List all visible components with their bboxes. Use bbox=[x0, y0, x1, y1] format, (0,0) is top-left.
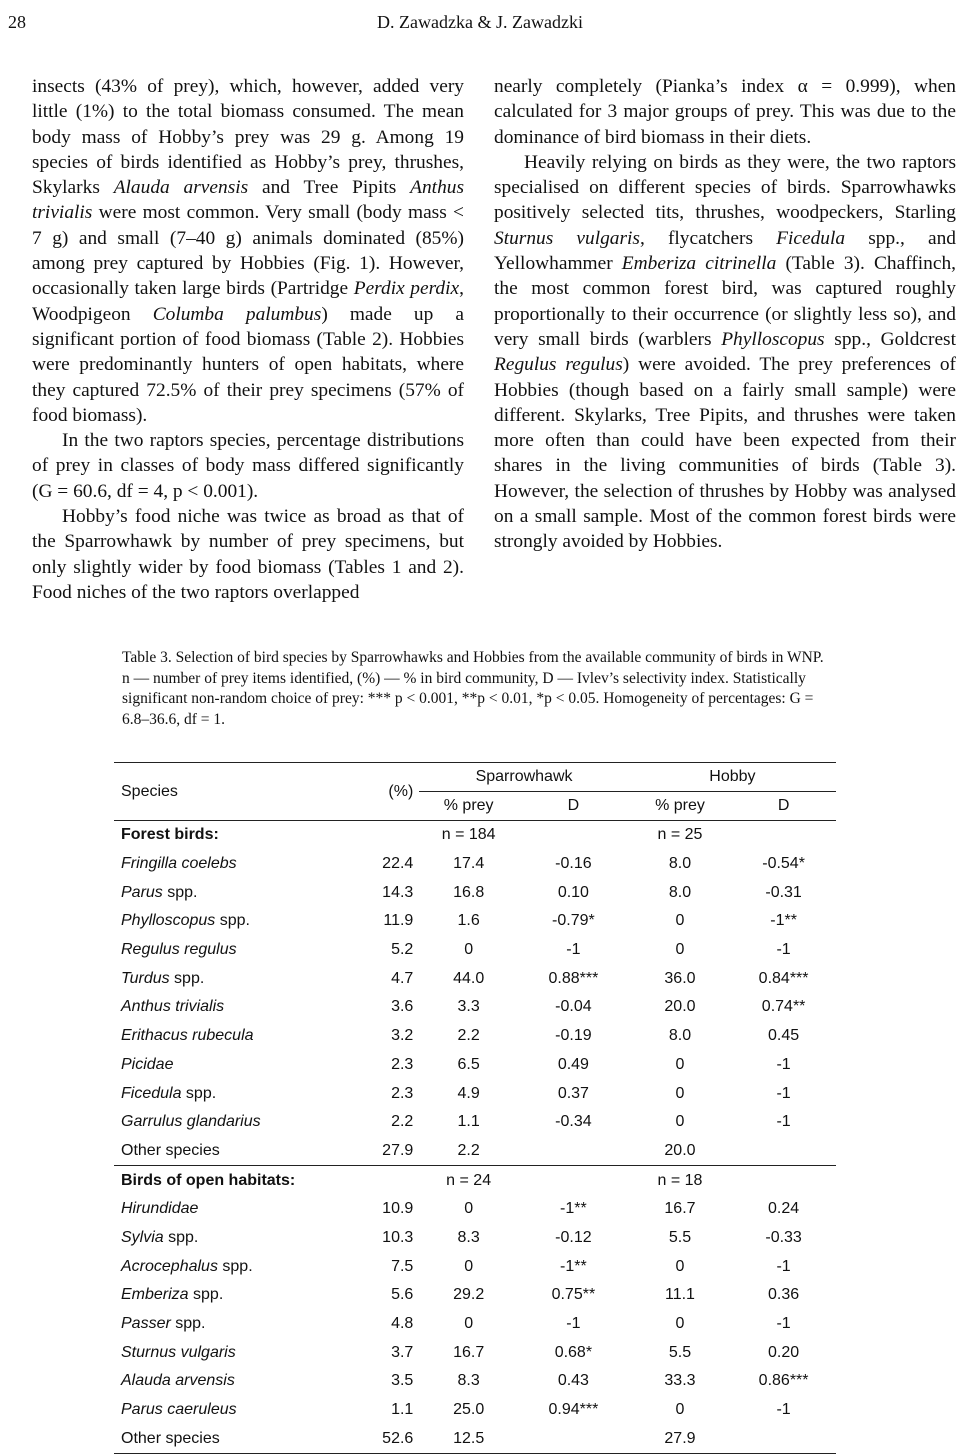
species-cell bbox=[114, 1022, 329, 1051]
hobby-d: 0.20 bbox=[768, 1343, 800, 1361]
hobby-prey: 8.0 bbox=[668, 1027, 692, 1045]
table-row bbox=[114, 1396, 836, 1425]
hobby-prey: 5.5 bbox=[668, 1343, 692, 1361]
community-pct: 5.6 bbox=[391, 1286, 414, 1304]
hobby-prey: 0 bbox=[675, 1055, 685, 1073]
table-row bbox=[114, 1338, 836, 1367]
sparrowhawk-prey: 16.7 bbox=[453, 1343, 485, 1361]
sparrowhawk-d: 0.94*** bbox=[548, 1401, 599, 1419]
sparrowhawk-d: -1** bbox=[560, 1200, 587, 1218]
species-latin-name: Turdus bbox=[121, 969, 170, 987]
sparrowhawk-d: 0.10 bbox=[557, 883, 589, 901]
species-suffix: spp. bbox=[181, 1084, 217, 1102]
section-d-empty bbox=[518, 1166, 629, 1195]
species-suffix: spp. bbox=[169, 969, 205, 987]
community-pct: 52.6 bbox=[329, 1424, 420, 1453]
hobby-prey: 5.5 bbox=[668, 1228, 692, 1246]
header-hobby: Hobby bbox=[629, 763, 836, 792]
species-cell bbox=[114, 1338, 329, 1367]
hobby-d: 0.84*** bbox=[758, 969, 809, 987]
sparrowhawk-prey: 4.9 bbox=[457, 1084, 480, 1102]
sparrowhawk-d: -0.19 bbox=[555, 1027, 592, 1045]
community-pct: 14.3 bbox=[382, 883, 414, 901]
sparrowhawk-prey: 3.3 bbox=[457, 998, 480, 1016]
text-run: insects (43% of prey), which, however, added very little (1%) to the total biomass consumed. The mean body mass of Hobby’s prey was 29 g. Among 19 species of birds identified as Hobby’s prey, thrushes, Skylarks bbox=[32, 76, 464, 199]
species-latin-name: Sylvia bbox=[121, 1228, 164, 1246]
hobby-prey: 20.0 bbox=[664, 998, 696, 1016]
table-row bbox=[114, 993, 836, 1022]
sparrowhawk-d: -0.16 bbox=[555, 855, 592, 873]
species-latin-name: Hirundidae bbox=[121, 1200, 199, 1218]
sparrowhawk-d: -0.04 bbox=[555, 998, 592, 1016]
hobby-d: -0.33 bbox=[765, 1228, 802, 1246]
text-run: , Woodpigeon bbox=[32, 278, 464, 325]
page-header bbox=[8, 8, 952, 38]
table-row bbox=[114, 1424, 836, 1453]
species-cell bbox=[114, 1137, 329, 1166]
sparrowhawk-d: -0.12 bbox=[555, 1228, 592, 1246]
text-run: (Table 3). Chaffinch, the most common forest bird, was captured roughly proportionally to their occurrence (or slightly less so), and very small birds (warblers bbox=[494, 253, 956, 350]
species-name: Alauda arvensis bbox=[113, 177, 249, 199]
hobby-d: -1 bbox=[776, 1401, 791, 1419]
sparrowhawk-d: -0.34 bbox=[555, 1113, 592, 1131]
species-name: Perdix perdix bbox=[353, 278, 460, 300]
species-cell bbox=[114, 1079, 329, 1108]
hobby-prey: 36.0 bbox=[664, 969, 696, 987]
hobby-prey: 0 bbox=[675, 1113, 685, 1131]
table-row bbox=[114, 1108, 836, 1137]
text-run: , flycatchers bbox=[639, 227, 777, 249]
section-header-row bbox=[114, 821, 836, 850]
sparrowhawk-d: 0.88*** bbox=[548, 969, 599, 987]
hobby-d: -1 bbox=[776, 941, 791, 959]
species-latin-name: Regulus regulus bbox=[121, 941, 237, 959]
species-name: Phylloscopus bbox=[721, 328, 825, 350]
hobby-prey: 16.7 bbox=[664, 1200, 696, 1218]
hobby-d: 0.74** bbox=[761, 998, 806, 1016]
community-pct: 1.1 bbox=[391, 1401, 414, 1419]
sparrowhawk-d: -1 bbox=[566, 1315, 581, 1333]
table-row bbox=[114, 907, 836, 936]
community-pct: 7.5 bbox=[391, 1257, 414, 1275]
community-pct: 10.3 bbox=[382, 1228, 414, 1246]
community-pct: 4.7 bbox=[391, 969, 414, 987]
sparrowhawk-prey: 25.0 bbox=[453, 1401, 485, 1419]
hobby-prey: 0 bbox=[675, 941, 685, 959]
hobby-prey: 8.0 bbox=[668, 883, 692, 901]
community-pct: 3.2 bbox=[391, 1027, 414, 1045]
species-latin-name: Garrulus glandarius bbox=[121, 1113, 261, 1131]
hobby-d: 0.24 bbox=[768, 1200, 800, 1218]
species-latin-name: Emberiza bbox=[121, 1286, 189, 1304]
sparrowhawk-d: -1 bbox=[566, 941, 581, 959]
hobby-prey: 0 bbox=[675, 1315, 685, 1333]
table-3 bbox=[114, 762, 836, 1454]
species-latin-name: Sturnus vulgaris bbox=[121, 1343, 236, 1361]
species-latin-name: Picidae bbox=[121, 1055, 174, 1073]
sparrowhawk-prey: 29.2 bbox=[453, 1286, 485, 1304]
hobby-d bbox=[731, 1424, 836, 1453]
header-species: Species bbox=[121, 782, 178, 800]
header-sparrow-prey: % prey bbox=[443, 797, 494, 814]
sparrowhawk-prey: 2.2 bbox=[457, 1141, 480, 1159]
species-cell bbox=[114, 1396, 329, 1425]
species-latin-name: Passer bbox=[121, 1315, 171, 1333]
community-pct: 27.9 bbox=[382, 1141, 414, 1159]
table-row bbox=[114, 1137, 836, 1166]
species-cell bbox=[114, 993, 329, 1022]
hobby-prey: 0 bbox=[675, 912, 685, 930]
sparrowhawk-d: -1** bbox=[560, 1257, 587, 1275]
selection-table bbox=[114, 762, 836, 1454]
table-row bbox=[114, 1079, 836, 1108]
hobby-d: -1 bbox=[776, 1084, 791, 1102]
text-run: ) made up a significant portion of food biomass (Table 2). Hobbies were predominantly hunters of open habitats, where they captured 72.5% of their prey specimens (57% of food biomass). bbox=[32, 303, 464, 426]
species-cell bbox=[114, 878, 329, 907]
sparrowhawk-prey: 0 bbox=[464, 1200, 474, 1218]
community-pct: 3.6 bbox=[391, 998, 414, 1016]
species-latin-name: Phylloscopus bbox=[121, 912, 216, 930]
hobby-prey: 8.0 bbox=[668, 855, 692, 873]
paragraph: Hobby’s food niche was twice as broad as that of the Sparrowhawk by number of prey specimens, but only slightly wider by food biomass (Tables 1 and 2). Food niches of the two raptors overlapped bbox=[32, 506, 464, 603]
section-n-sparrowhawk: n = 24 bbox=[419, 1166, 518, 1195]
species-cell bbox=[114, 1252, 329, 1281]
species-name: Columba palumbus bbox=[152, 303, 322, 325]
paragraph: nearly completely (Pianka’s index α = 0.999), when calculated for 3 major groups of prey. This was due to the dominance of bird biomass in their diets. bbox=[494, 76, 956, 148]
species-suffix: Other species bbox=[121, 1429, 220, 1447]
species-latin-name: Acrocephalus bbox=[121, 1257, 218, 1275]
species-suffix: Other species bbox=[121, 1141, 220, 1159]
section-n-hobby: n = 25 bbox=[629, 821, 731, 850]
hobby-d: 0.86*** bbox=[758, 1372, 809, 1390]
species-cell bbox=[114, 1224, 329, 1253]
community-pct: 11.9 bbox=[383, 912, 414, 930]
table-row bbox=[114, 1022, 836, 1051]
section-header-row bbox=[114, 1166, 836, 1195]
species-cell bbox=[114, 1108, 329, 1137]
sparrowhawk-prey: 16.8 bbox=[453, 883, 485, 901]
species-suffix: spp. bbox=[162, 883, 198, 901]
species-latin-name: Erithacus rubecula bbox=[121, 1027, 254, 1045]
section-n-hobby: n = 18 bbox=[629, 1166, 731, 1195]
sparrowhawk-prey: 0 bbox=[464, 1315, 474, 1333]
hobby-prey: 20.0 bbox=[664, 1141, 696, 1159]
running-head: D. Zawadzka & J. Zawadzki bbox=[377, 12, 583, 32]
community-pct: 2.3 bbox=[391, 1084, 414, 1102]
species-cell bbox=[114, 936, 329, 965]
species-suffix: spp. bbox=[217, 1257, 253, 1275]
sparrowhawk-prey: 8.3 bbox=[457, 1372, 480, 1390]
hobby-d: -1** bbox=[770, 912, 797, 930]
table-row bbox=[114, 936, 836, 965]
table-header-row bbox=[114, 763, 836, 792]
table-caption bbox=[122, 648, 832, 730]
species-cell bbox=[114, 1281, 329, 1310]
header-hobby-prey: % prey bbox=[655, 797, 705, 814]
sparrowhawk-prey: 8.3 bbox=[457, 1228, 480, 1246]
sparrowhawk-d: 0.43 bbox=[557, 1372, 589, 1390]
hobby-d: 0.45 bbox=[768, 1027, 800, 1045]
hobby-d: -1 bbox=[776, 1113, 791, 1131]
page-number: 28 bbox=[8, 12, 26, 32]
sparrowhawk-d: 0.75** bbox=[551, 1286, 596, 1304]
species-latin-name: Ficedula bbox=[121, 1084, 182, 1102]
section-pct-empty bbox=[329, 821, 420, 850]
text-run: spp., and Yellowhammer bbox=[494, 227, 956, 275]
hobby-d: -0.31 bbox=[765, 883, 802, 901]
sparrowhawk-prey: 0 bbox=[464, 1257, 474, 1275]
community-pct: 3.5 bbox=[391, 1372, 414, 1390]
species-latin-name: Parus bbox=[121, 883, 163, 901]
hobby-prey: 0 bbox=[675, 1401, 685, 1419]
species-latin-name: Anthus trivialis bbox=[121, 998, 225, 1016]
species-name: Regulus regulus bbox=[494, 354, 623, 376]
section-d-empty bbox=[731, 1166, 836, 1195]
right-column bbox=[494, 74, 956, 555]
header-sparrowhawk: Sparrowhawk bbox=[419, 763, 628, 792]
text-run: Heavily relying on birds as they were, the two raptors specialised on different species of birds. Sparrowhawks positively selected tits, thrushes, woodpeckers, Starling bbox=[494, 151, 956, 224]
table-row bbox=[114, 1195, 836, 1224]
species-cell bbox=[114, 1310, 329, 1339]
text-run: ) were avoided. The prey preferences of Hobbies (though based on a fairly small sample) were different. Skylarks, Tree Pipits, and thrushes were taken more often than could have been expected from their shares in the living communities of birds (Table 3). However, the selection of thrushes by Hobby was analysed on a small sample. Most of the common forest birds were strongly avoided by Hobbies. bbox=[494, 354, 956, 553]
community-pct: 3.7 bbox=[391, 1343, 414, 1361]
hobby-prey: 33.3 bbox=[664, 1372, 696, 1390]
hobby-d bbox=[731, 1137, 836, 1166]
text-run: and Tree Pipits bbox=[248, 177, 411, 199]
section-title: Birds of open habitats: bbox=[114, 1166, 329, 1195]
species-latin-name: Parus caeruleus bbox=[121, 1401, 237, 1419]
left-column bbox=[32, 74, 464, 605]
sparrowhawk-prey: 1.6 bbox=[457, 912, 480, 930]
species-suffix: spp. bbox=[215, 912, 250, 930]
species-name: Sturnus vulgaris bbox=[494, 227, 640, 249]
hobby-prey: 0 bbox=[675, 1084, 685, 1102]
header-hobby-d: D bbox=[777, 797, 790, 814]
community-pct: 2.2 bbox=[391, 1113, 414, 1131]
sparrowhawk-prey: 6.5 bbox=[457, 1055, 480, 1073]
section-d-empty bbox=[731, 821, 836, 850]
hobby-d: -1 bbox=[776, 1055, 791, 1073]
section-title: Forest birds: bbox=[114, 821, 329, 850]
community-pct: 5.2 bbox=[391, 941, 414, 959]
species-cell bbox=[114, 907, 329, 936]
table-row bbox=[114, 1051, 836, 1080]
table-row bbox=[114, 1252, 836, 1281]
species-suffix: spp. bbox=[170, 1315, 206, 1333]
sparrowhawk-prey: 44.0 bbox=[453, 969, 485, 987]
sparrowhawk-d: 0.68* bbox=[554, 1343, 593, 1361]
text-run: spp., Goldcrest bbox=[824, 328, 956, 350]
species-cell bbox=[114, 1367, 329, 1396]
species-name: Anthus trivialis bbox=[32, 177, 465, 224]
sparrowhawk-d: 0.37 bbox=[557, 1084, 589, 1102]
header-pct: (%) bbox=[388, 782, 414, 800]
sparrowhawk-prey: 2.2 bbox=[457, 1027, 480, 1045]
species-suffix: spp. bbox=[163, 1228, 199, 1246]
table-row bbox=[114, 1367, 836, 1396]
species-name: Emberiza citrinella bbox=[621, 253, 777, 275]
sparrowhawk-prey: 12.5 bbox=[419, 1424, 518, 1453]
species-cell bbox=[114, 964, 329, 993]
sparrowhawk-prey: 0 bbox=[464, 941, 474, 959]
sparrowhawk-prey: 1.1 bbox=[457, 1113, 480, 1131]
species-cell bbox=[114, 850, 329, 879]
species-latin-name: Alauda arvensis bbox=[121, 1372, 235, 1390]
sparrowhawk-prey: 17.4 bbox=[453, 855, 485, 873]
text-run: were most common. Very small (body mass < 7 g) and small (7–40 g) animals dominated (85%) among prey captured by Hobbies (Fig. 1). However, occasionally taken large birds (Partridge bbox=[32, 202, 464, 300]
table-row bbox=[114, 964, 836, 993]
sparrowhawk-d: -0.79* bbox=[552, 912, 595, 930]
paragraph bbox=[494, 150, 956, 555]
species-latin-name: Fringilla coelebs bbox=[121, 855, 237, 873]
hobby-prey: 0 bbox=[675, 1257, 685, 1275]
header-sparrow-d: D bbox=[567, 797, 580, 814]
community-pct: 22.4 bbox=[382, 855, 414, 873]
sparrowhawk-d bbox=[518, 1424, 629, 1453]
table-body bbox=[114, 821, 836, 1454]
hobby-prey: 27.9 bbox=[629, 1424, 731, 1453]
table-row bbox=[114, 850, 836, 879]
hobby-d: -1 bbox=[776, 1257, 791, 1275]
caption-text: Table 3. Selection of bird species by Sparrowhawks and Hobbies from the available community of birds in WNP. n — number of prey items identified, (%) — % in bird community, D — Ivlev’s selectivity index. Statistically significant non-random choice of prey: *** p < 0.001, **p < 0.01, *p < 0.05. Homogeneity of percentages: G = 6.8–36.6, df = 1. bbox=[122, 649, 824, 728]
community-pct: 4.8 bbox=[391, 1315, 414, 1333]
section-d-empty bbox=[518, 821, 629, 850]
hobby-prey: 11.1 bbox=[665, 1286, 695, 1304]
sparrowhawk-d bbox=[518, 1137, 629, 1166]
community-pct: 10.9 bbox=[382, 1200, 414, 1218]
table-row bbox=[114, 1224, 836, 1253]
hobby-d: 0.36 bbox=[768, 1286, 800, 1304]
species-suffix: spp. bbox=[188, 1286, 224, 1304]
table-row bbox=[114, 1310, 836, 1339]
table-row bbox=[114, 1281, 836, 1310]
section-n-sparrowhawk: n = 184 bbox=[419, 821, 518, 850]
section-pct-empty bbox=[329, 1166, 420, 1195]
species-cell bbox=[114, 1195, 329, 1224]
paragraph: In the two raptors species, percentage distributions of prey in classes of body mass differed significantly (G = 60.6, df = 4, p < 0.001). bbox=[32, 430, 464, 502]
hobby-d: -1 bbox=[776, 1315, 791, 1333]
table-row bbox=[114, 878, 836, 907]
community-pct: 2.3 bbox=[391, 1055, 414, 1073]
species-name: Ficedula bbox=[776, 227, 846, 249]
sparrowhawk-d: 0.49 bbox=[557, 1055, 589, 1073]
paragraph bbox=[32, 74, 464, 428]
species-cell bbox=[114, 1424, 329, 1453]
species-cell bbox=[114, 1051, 329, 1080]
hobby-d: -0.54* bbox=[762, 855, 805, 873]
